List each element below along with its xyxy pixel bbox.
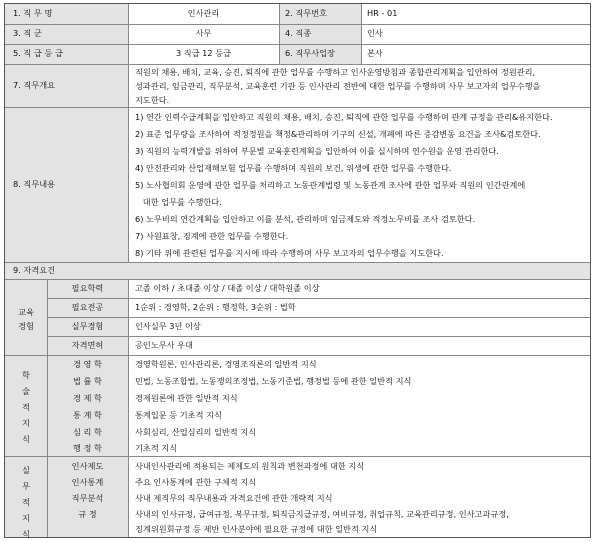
practical-row-value: 주요 인사통계에 관한 구체적 지식 (135, 477, 257, 487)
series-label: 3. 직 군 (13, 28, 42, 38)
edu-row-value: 인사실무 3년 이상 (135, 321, 201, 331)
content-label: 8. 직무내용 (13, 179, 56, 189)
academic-row-value: 기초적 지식 (135, 443, 178, 453)
kind-label: 4. 직종 (285, 28, 312, 38)
practical-row-label: 인사통계 (71, 477, 104, 487)
practical-row-value: 사내 제직무의 직무내용과 자격요건에 관한 개략적 지식 (135, 493, 333, 503)
edu-row-value: 1순위 : 경영학, 2순위 : 행정학, 3순위 : 법학 (135, 302, 296, 312)
edu-row-value: 공인노무사 우대 (135, 340, 193, 350)
content-line: 2) 표준 업무량을 조사하여 적정정원을 책정&관리하며 기구의 신설, 개폐에 따른 증감변동 요건을 조사&검토한다. (135, 129, 541, 139)
code-value: HR - 01 (367, 8, 398, 18)
edu-row-label: 자격면허 (71, 340, 104, 350)
practical-row-label: 규 정 (78, 509, 97, 519)
academic-row-label: 법 률 학 (73, 376, 102, 386)
academic-group-label: 학 술 적 지 식 (22, 370, 30, 444)
academic-row-value: 경제원론에 관한 일반적 지식 (135, 393, 238, 403)
series-value: 사무 (195, 28, 212, 38)
practical-row-value: 사내의 인사규정, 급여규정, 복무규정, 퇴직금지급규정, 여비규정, 취업규칙, 교육관리규정, 인사고과규정, (135, 509, 509, 519)
academic-row-value: 민법, 노동조합법, 노동쟁의조정법, 노동기준법, 행정법 등에 관한 일반적 지식 (135, 376, 412, 386)
academic-row-value: 경영학원론, 인사관리론, 경영조직론의 일반적 지식 (135, 359, 317, 369)
practical-row-label: 직무분석 (71, 493, 104, 503)
content-line: 3) 직원의 능력개발을 위하여 부문별 교육훈련계획을 입안하여 이를 실시하며 연수원을 운영 관리한다. (135, 146, 499, 156)
content-line: 8) 기타 위에 관련된 업무를 지시에 따라 수행하며 사무 보고자의 업무수행을 지도한다. (135, 248, 444, 258)
overview-line: 성과관리, 임금관리, 직무분석, 교육훈련 기관 등 인사관리 전반에 대한 업무를 수행하며 사무 보고자의 업무수행을 (135, 81, 541, 91)
overview-line: 직원의 채용, 배치, 교육, 승진, 퇴직에 관한 업무를 수행하고 인사운영방침과 종합관리계획을 입안하여 정원관리, (135, 67, 536, 77)
content-line: 1) 연간 인력수급계획을 입안하고 직원의 채용, 배치, 승진, 퇴직에 관한 업무를 수행하며 관계 규정을 관리&유지한다. (135, 112, 553, 122)
academic-row-label: 경 영 학 (73, 359, 102, 369)
edu-row-label: 실무경험 (71, 321, 104, 331)
academic-row-label: 통 계 학 (73, 410, 102, 420)
content-line: 6) 노무비의 연간계획을 입안하고 이를 분석, 관리하며 임금제도와 적정노무비를 조사 검토한다. (135, 214, 476, 224)
overview-label: 7. 직무개요 (13, 80, 56, 90)
code-label: 2. 직무번호 (285, 8, 328, 18)
academic-row-value: 사회심리, 산업심리의 일반적 지식 (135, 427, 257, 437)
content-line: 대한 업무를 수행한다. (135, 197, 222, 207)
academic-row-label: 심 리 학 (73, 427, 102, 437)
edu-row-label: 필요학력 (71, 283, 104, 293)
content-line: 5) 노사협의회 운영에 관한 업무를 처리하고 노동관계법령 및 노동관계 조사에 관한 업무와 직원의 인간관계에 (135, 180, 526, 190)
job-description-sheet (4, 3, 591, 538)
dept-value: 본사 (367, 48, 383, 58)
academic-row-label: 경 제 학 (73, 393, 102, 403)
duty-value: 인사관리 (187, 8, 220, 18)
practical-group-label: 실 무 적 지 식 (22, 465, 30, 539)
academic-row-value: 통계입문 등 기초적 지식 (135, 410, 222, 420)
practical-row-value: 사내인사관리에 적용되는 제제도의 원칙과 변천과정에 대한 지식 (135, 461, 365, 471)
academic-row-label: 행 정 학 (73, 443, 102, 453)
kind-value: 인사 (367, 28, 383, 38)
grade-value: 3 직급 12 등급 (175, 48, 232, 58)
edu-group-label: 교육 경험 (18, 307, 34, 331)
practical-row-label: 인사제도 (71, 461, 104, 471)
overview-line: 지도한다. (135, 95, 170, 105)
duty-label: 1. 직 무 명 (13, 8, 53, 18)
edu-row-label: 필요전공 (71, 302, 104, 312)
content-line: 7) 사원표창, 징계에 관한 업무를 수행한다. (135, 231, 289, 241)
edu-row-value: 고졸 이하 / 초대졸 이상 / 대졸 이상 / 대학원졸 이상 (135, 283, 320, 293)
dept-label: 6. 직무사업장 (285, 48, 335, 58)
practical-row-value: 징계위원회규정 등 제반 인사분야에 필요한 규정에 대한 일반적 지식 (135, 524, 378, 534)
requirements-label: 9. 자격요건 (13, 265, 56, 275)
content-line: 4) 안전관리와 산업재해보험 업무를 수행하며 직원의 보건, 위생에 관한 업무를 수행한다. (135, 163, 452, 173)
grade-label: 5. 직 급 등 급 (13, 48, 63, 58)
